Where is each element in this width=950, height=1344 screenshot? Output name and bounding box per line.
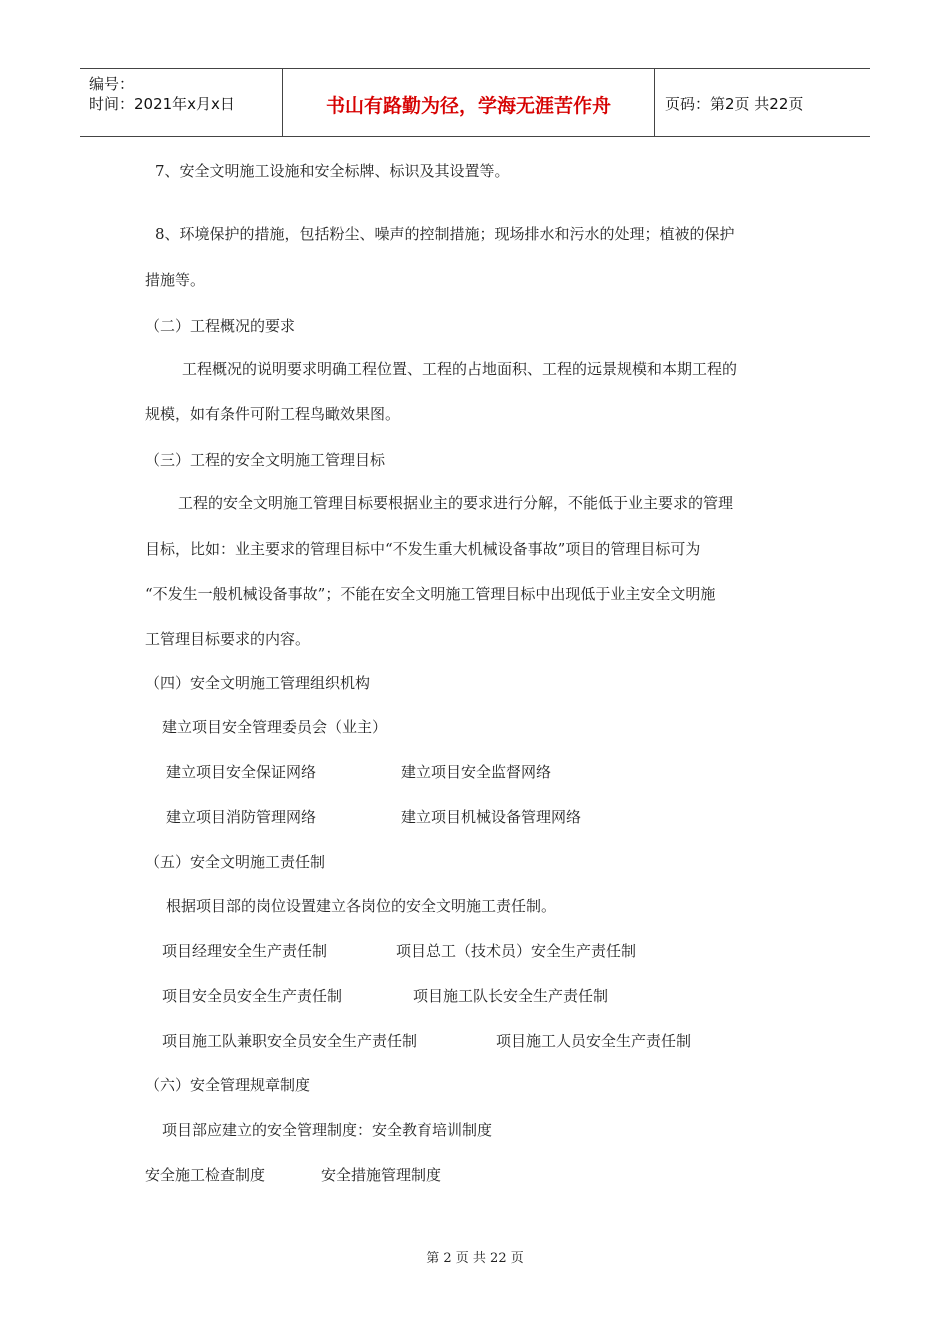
responsibility-item: 项目施工队兼职安全员安全生产责任制 [162,1032,418,1050]
responsibility-item: 项目总工（技术员）安全生产责任制 [396,942,637,960]
body-line: 7、安全文明施工设施和安全标牌、标识及其设置等。 [155,162,510,180]
body-line: 工程的安全文明施工管理目标要根据业主的要求进行分解，不能低于业主要求的管理 [178,494,734,512]
page-footer: 第 2 页 共 22 页 [426,1251,524,1266]
org-item: 建立项目机械设备管理网络 [401,808,582,826]
responsibility-item: 项目安全员安全生产责任制 [162,987,343,1005]
body-line: 工程概况的说明要求明确工程位置、工程的占地面积、工程的远景规模和本期工程的 [182,360,738,378]
body-line: 建立项目安全管理委员会（业主） [162,718,388,736]
body-line: 目标，比如：业主要求的管理目标中“不发生重大机械设备事故”项目的管理目标可为 [145,540,701,558]
responsibility-item: 项目经理安全生产责任制 [162,942,328,960]
body-line: 工管理目标要求的内容。 [145,630,311,648]
org-item: 建立项目安全监督网络 [401,763,552,781]
org-item: 建立项目安全保证网络 [166,763,317,781]
body-line: “不发生一般机械设备事故”；不能在安全文明施工管理目标中出现低于业主安全文明施 [145,585,716,603]
section-heading: （六）安全管理规章制度 [145,1076,311,1094]
org-item: 建立项目消防管理网络 [166,808,317,826]
section-heading: （二）工程概况的要求 [145,317,296,335]
section-heading: （三）工程的安全文明施工管理目标 [145,451,386,469]
header-motto-cell [283,69,655,136]
body-line: 根据项目部的岗位设置建立各岗位的安全文明施工责任制。 [166,897,557,915]
serial-number-label: 编号： [89,75,135,93]
body-line: 项目部应建立的安全管理制度：安全教育培训制度 [162,1121,493,1139]
body-line: 措施等。 [145,271,206,289]
section-heading: （四）安全文明施工管理组织机构 [145,674,371,692]
document-header [80,68,870,137]
body-line: 8、环境保护的措施，包括粉尘、噪声的控制措施；现场排水和污水的处理；植被的保护 [155,225,735,243]
regulation-item: 安全措施管理制度 [321,1166,442,1184]
header-meta-cell [80,69,283,136]
section-heading: （五）安全文明施工责任制 [145,853,326,871]
header-page-cell [655,69,870,136]
header-page-info: 页码：第2页 共22页 [665,95,804,113]
body-line: 规模，如有条件可附工程鸟瞰效果图。 [145,405,401,423]
header-motto: 书山有路勤为径，学海无涯苦作舟 [325,95,611,117]
responsibility-item: 项目施工人员安全生产责任制 [496,1032,692,1050]
date-text: 时间：2021年x月x日 [89,95,235,113]
regulation-item: 安全施工检查制度 [145,1166,266,1184]
responsibility-item: 项目施工队长安全生产责任制 [413,987,609,1005]
